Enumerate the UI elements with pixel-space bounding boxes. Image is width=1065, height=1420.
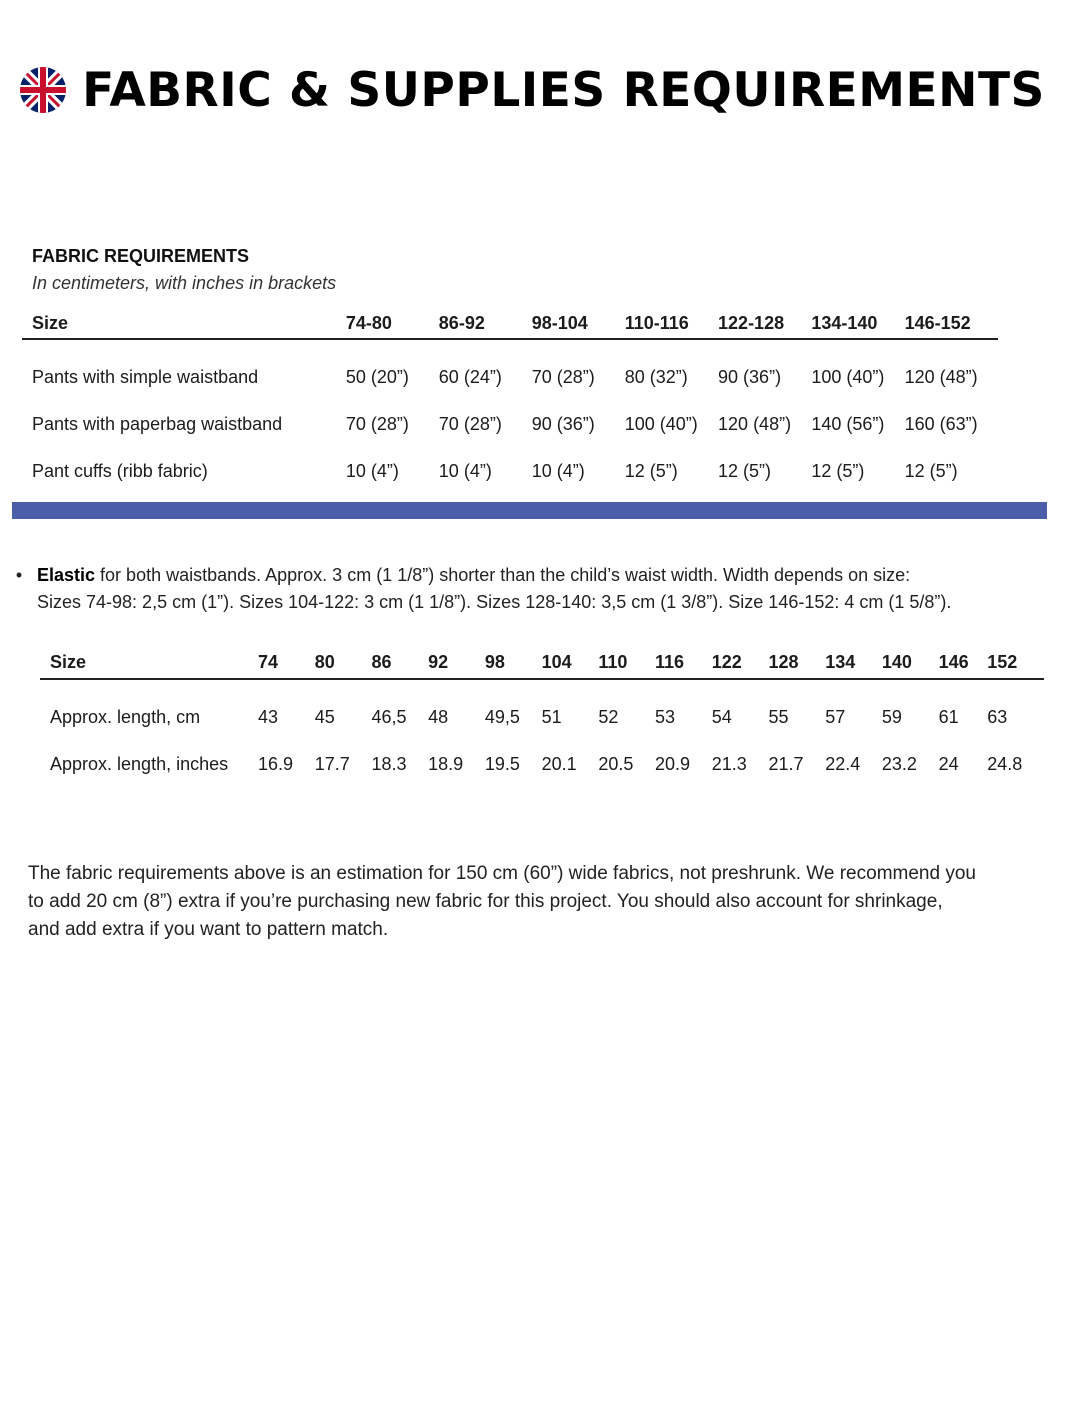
column-header: 92 bbox=[428, 646, 485, 679]
table-cell: 24.8 bbox=[987, 754, 1023, 774]
table-cell: 48 bbox=[428, 707, 449, 727]
table-cell: 45 bbox=[314, 707, 335, 727]
table-cell: 63 bbox=[987, 707, 1008, 727]
column-header: 146 bbox=[939, 646, 988, 679]
table-cell: 100 (40”) bbox=[811, 367, 885, 387]
column-header: 110 bbox=[598, 646, 655, 679]
page-title: FABRIC & SUPPLIES REQUIREMENTS bbox=[82, 62, 1045, 118]
row-label: Pant cuffs (ribb fabric) bbox=[32, 461, 208, 481]
fabric-requirements-subheading: In centimeters, with inches in brackets bbox=[32, 273, 337, 293]
table-row bbox=[22, 401, 998, 448]
table-cell: 52 bbox=[598, 707, 619, 727]
fabric-estimation-note bbox=[28, 860, 1038, 944]
uk-flag-icon bbox=[20, 67, 66, 113]
bullet-icon: • bbox=[15, 565, 23, 585]
column-header: 86 bbox=[371, 646, 428, 679]
column-header: 140 bbox=[882, 646, 939, 679]
table-cell: 55 bbox=[768, 707, 789, 727]
column-header: 98 bbox=[485, 646, 542, 679]
row-label: Approx. length, cm bbox=[50, 707, 201, 727]
column-header: 74 bbox=[258, 646, 315, 679]
table-row bbox=[22, 448, 998, 495]
table-cell: 140 (56”) bbox=[811, 414, 885, 434]
table-cell: 22.4 bbox=[825, 754, 861, 774]
row-label: Approx. length, inches bbox=[50, 754, 229, 774]
table-cell: 16.9 bbox=[258, 754, 294, 774]
elastic-line-2: Sizes 74-98: 2,5 cm (1”). Sizes 104-122: 3 cm (1 1/8”). Sizes 128-140: 3,5 cm (1 3/8”). Size 146-152: 4 cm (1 5/8”). bbox=[37, 592, 952, 612]
elastic-description bbox=[12, 562, 1022, 616]
table-row bbox=[40, 741, 1044, 788]
column-header: Size bbox=[22, 308, 346, 339]
table-cell: 160 (63”) bbox=[904, 414, 978, 434]
table-cell: 49,5 bbox=[484, 707, 520, 727]
table-cell: 51 bbox=[541, 707, 562, 727]
table-cell: 80 (32”) bbox=[624, 367, 688, 387]
table-cell: 12 (5”) bbox=[624, 461, 678, 481]
column-header: 152 bbox=[987, 646, 1044, 679]
table-cell: 100 (40”) bbox=[624, 414, 698, 434]
column-header: 134-140 bbox=[811, 308, 904, 339]
table-cell: 24 bbox=[938, 754, 959, 774]
note-line-3: and add extra if you want to pattern match. bbox=[28, 919, 389, 940]
table-cell: 57 bbox=[825, 707, 846, 727]
column-header: 80 bbox=[315, 646, 372, 679]
table-cell: 90 (36”) bbox=[531, 414, 595, 434]
note-line-1: The fabric requirements above is an estimation for 150 cm (60”) wide fabrics, not preshrunk. We recommend you bbox=[28, 863, 976, 884]
table-cell: 10 (4”) bbox=[438, 461, 492, 481]
section-divider-bar bbox=[12, 502, 1047, 519]
page-header bbox=[0, 58, 1065, 122]
table-cell: 10 (4”) bbox=[531, 461, 585, 481]
table-cell: 90 (36”) bbox=[718, 367, 782, 387]
column-header: 128 bbox=[768, 646, 825, 679]
table-cell: 59 bbox=[881, 707, 902, 727]
table-cell: 20.5 bbox=[598, 754, 634, 774]
table-cell: 54 bbox=[711, 707, 732, 727]
table-cell: 60 (24”) bbox=[438, 367, 502, 387]
elastic-line-1-text: for both waistbands. Approx. 3 cm (1 1/8”) shorter than the child’s waist width. Width depends on size: bbox=[95, 565, 911, 585]
column-header: 74-80 bbox=[346, 308, 439, 339]
column-header: Size bbox=[40, 646, 258, 679]
fabric-requirements-table bbox=[22, 308, 998, 495]
table-cell: 70 (28”) bbox=[438, 414, 502, 434]
table-row bbox=[22, 339, 998, 401]
table-cell: 70 (28”) bbox=[531, 367, 595, 387]
table-cell: 19.5 bbox=[484, 754, 520, 774]
table-cell: 18.9 bbox=[428, 754, 464, 774]
table-cell: 21.3 bbox=[711, 754, 747, 774]
column-header: 146-152 bbox=[905, 308, 998, 339]
table-cell: 20.9 bbox=[655, 754, 691, 774]
column-header: 86-92 bbox=[439, 308, 532, 339]
table-cell: 120 (48”) bbox=[718, 414, 792, 434]
table-cell: 21.7 bbox=[768, 754, 804, 774]
column-header: 104 bbox=[542, 646, 599, 679]
table-cell: 17.7 bbox=[314, 754, 350, 774]
column-header: 122-128 bbox=[718, 308, 811, 339]
column-header: 98-104 bbox=[532, 308, 625, 339]
row-label: Pants with simple waistband bbox=[32, 367, 259, 387]
table-cell: 20.1 bbox=[541, 754, 577, 774]
table-header-row bbox=[40, 646, 1044, 679]
table-cell: 12 (5”) bbox=[904, 461, 958, 481]
column-header: 116 bbox=[655, 646, 712, 679]
table-cell: 120 (48”) bbox=[904, 367, 978, 387]
table-cell: 50 (20”) bbox=[345, 367, 409, 387]
table-cell: 23.2 bbox=[881, 754, 917, 774]
note-line-2: to add 20 cm (8”) extra if you’re purchasing new fabric for this project. You should also account for shrinkage, bbox=[28, 891, 943, 912]
table-cell: 43 bbox=[258, 707, 279, 727]
table-cell: 46,5 bbox=[371, 707, 407, 727]
table-row bbox=[40, 679, 1044, 741]
fabric-requirements-heading: FABRIC REQUIREMENTS bbox=[32, 246, 250, 266]
table-cell: 10 (4”) bbox=[345, 461, 399, 481]
table-cell: 61 bbox=[938, 707, 959, 727]
table-cell: 18.3 bbox=[371, 754, 407, 774]
table-cell: 12 (5”) bbox=[811, 461, 865, 481]
table-cell: 12 (5”) bbox=[718, 461, 772, 481]
row-label: Pants with paperbag waistband bbox=[32, 414, 283, 434]
elastic-length-table bbox=[40, 646, 1044, 788]
elastic-text bbox=[37, 562, 1022, 616]
elastic-line-1 bbox=[37, 562, 1022, 589]
table-header-row bbox=[22, 308, 998, 339]
elastic-bold-word: Elastic bbox=[37, 565, 96, 585]
column-header: 122 bbox=[712, 646, 769, 679]
column-header: 110-116 bbox=[625, 308, 718, 339]
table-cell: 70 (28”) bbox=[345, 414, 409, 434]
column-header: 134 bbox=[825, 646, 882, 679]
table-cell: 53 bbox=[655, 707, 676, 727]
